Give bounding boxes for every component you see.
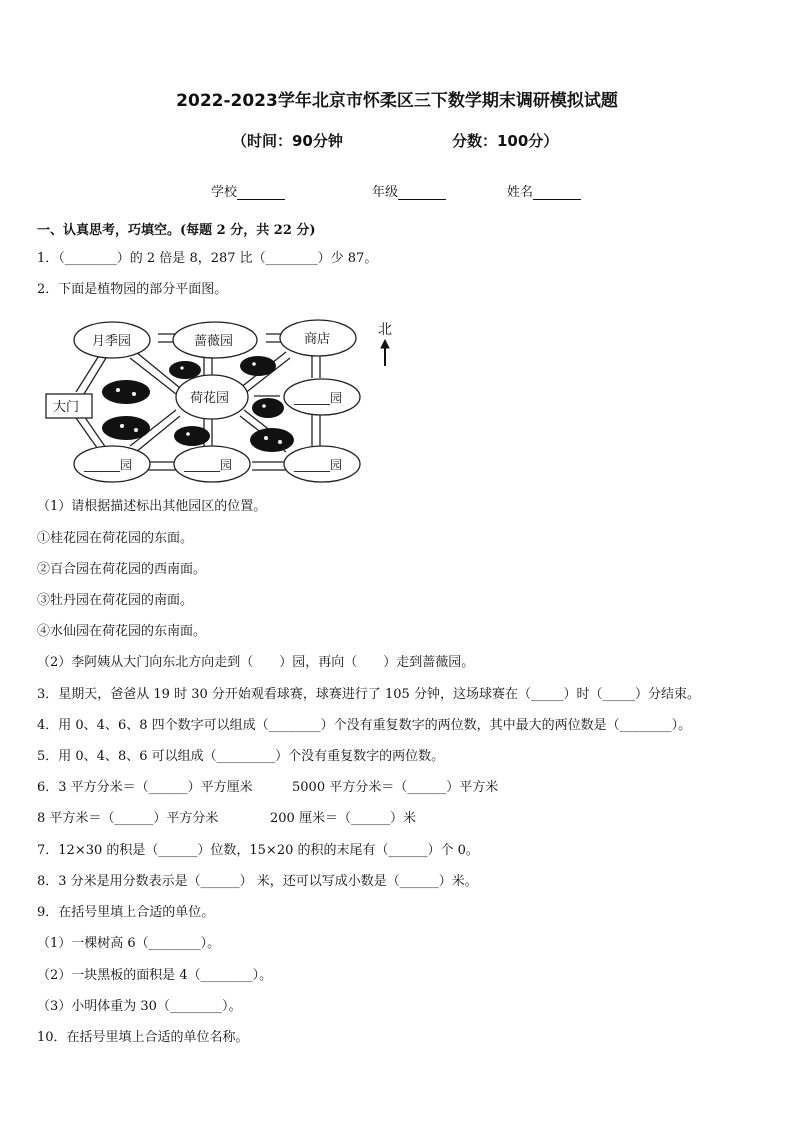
label-yueji: 月季园 [92, 334, 132, 349]
label-hehua: 荷花园 [190, 391, 230, 406]
question-2-item-a: ①桂花园在荷花园的东面。 [37, 531, 194, 546]
grade-blank[interactable] [398, 187, 446, 200]
label-blank-se: ______园 [294, 458, 343, 472]
question-9-3: （3）小明体重为 30（________）。 [37, 999, 242, 1014]
question-9-2: （2）一块黑板的面积是 4（________）。 [37, 968, 273, 983]
label-blank-s: ______园 [184, 458, 233, 472]
school-label: 学校 [211, 185, 238, 200]
exam-score: 分数：100分） [452, 132, 559, 150]
question-6d: 200 厘米＝（______）米 [270, 811, 416, 826]
question-2-item-b: ②百合园在荷花园的西南面。 [37, 562, 207, 577]
section-1-title: 一、认真思考，巧填空。(每题 2 分，共 22 分) [37, 223, 316, 238]
label-damen: 大门 [53, 400, 80, 415]
garden-map [40, 312, 400, 492]
question-6c: 8 平方米＝（______）平方分米 [37, 811, 219, 826]
label-blank-east: ______园 [294, 391, 343, 405]
school-field [211, 181, 285, 200]
question-2: 2．下面是植物园的部分平面图。 [37, 282, 228, 297]
label-blank-sw: ______园 [84, 458, 133, 472]
page-title: 2022-2023学年北京市怀柔区三下数学期末调研模拟试题 [176, 91, 618, 111]
north-label: 北 [378, 322, 392, 338]
question-10: 10．在括号里填上合适的单位名称。 [37, 1030, 249, 1045]
label-shangdian: 商店 [304, 332, 331, 347]
question-9-1: （1）一棵树高 6（________）。 [37, 936, 221, 951]
name-blank[interactable] [533, 187, 581, 200]
question-1: 1．（________）的 2 倍是 8，287 比（________）少 87。 [37, 251, 378, 266]
question-2-part-2: （2）李阿姨从大门向东北方向走到（ ）园，再向（ ）走到蔷薇园。 [37, 655, 475, 670]
label-qiangwei: 蔷薇园 [194, 334, 234, 349]
question-2-part-1: （1）请根据描述标出其他园区的位置。 [37, 499, 267, 514]
question-5: 5．用 0、4、8、6 可以组成（_________）个没有重复数字的两位数。 [37, 749, 445, 764]
question-2-item-c: ③牡丹园在荷花园的南面。 [37, 593, 194, 608]
question-6a: 6．3 平方分米＝（______）平方厘米 [37, 780, 253, 795]
question-2-item-d: ④水仙园在荷花园的东南面。 [37, 624, 207, 639]
question-3: 3．星期天，爸爸从 19 时 30 分开始观看球赛，球赛进行了 105 分钟，这场球赛在（_____）时（_____）分结束。 [37, 687, 700, 702]
exam-meta [0, 130, 794, 152]
question-4: 4．用 0、4、6、8 四个数字可以组成（________）个没有重复数字的两位数，其中最大的两位数是（________）。 [37, 718, 692, 733]
grade-label: 年级 [372, 185, 399, 200]
question-8: 8．3 分米是用分数表示是（______） 米，还可以写成小数是（______）米。 [37, 874, 478, 889]
question-7: 7．12×30 的积是（______）位数，15×20 的积的末尾有（______）个 0。 [37, 843, 479, 858]
name-field [507, 181, 581, 200]
question-6b: 5000 平方分米＝（______）平方米 [292, 780, 499, 795]
exam-time: （时间：90分钟 [232, 132, 343, 150]
question-9: 9．在括号里填上合适的单位。 [37, 905, 215, 920]
north-arrow-icon [381, 340, 389, 366]
school-blank[interactable] [237, 187, 285, 200]
grade-field [372, 181, 446, 200]
name-label: 姓名 [507, 185, 534, 200]
